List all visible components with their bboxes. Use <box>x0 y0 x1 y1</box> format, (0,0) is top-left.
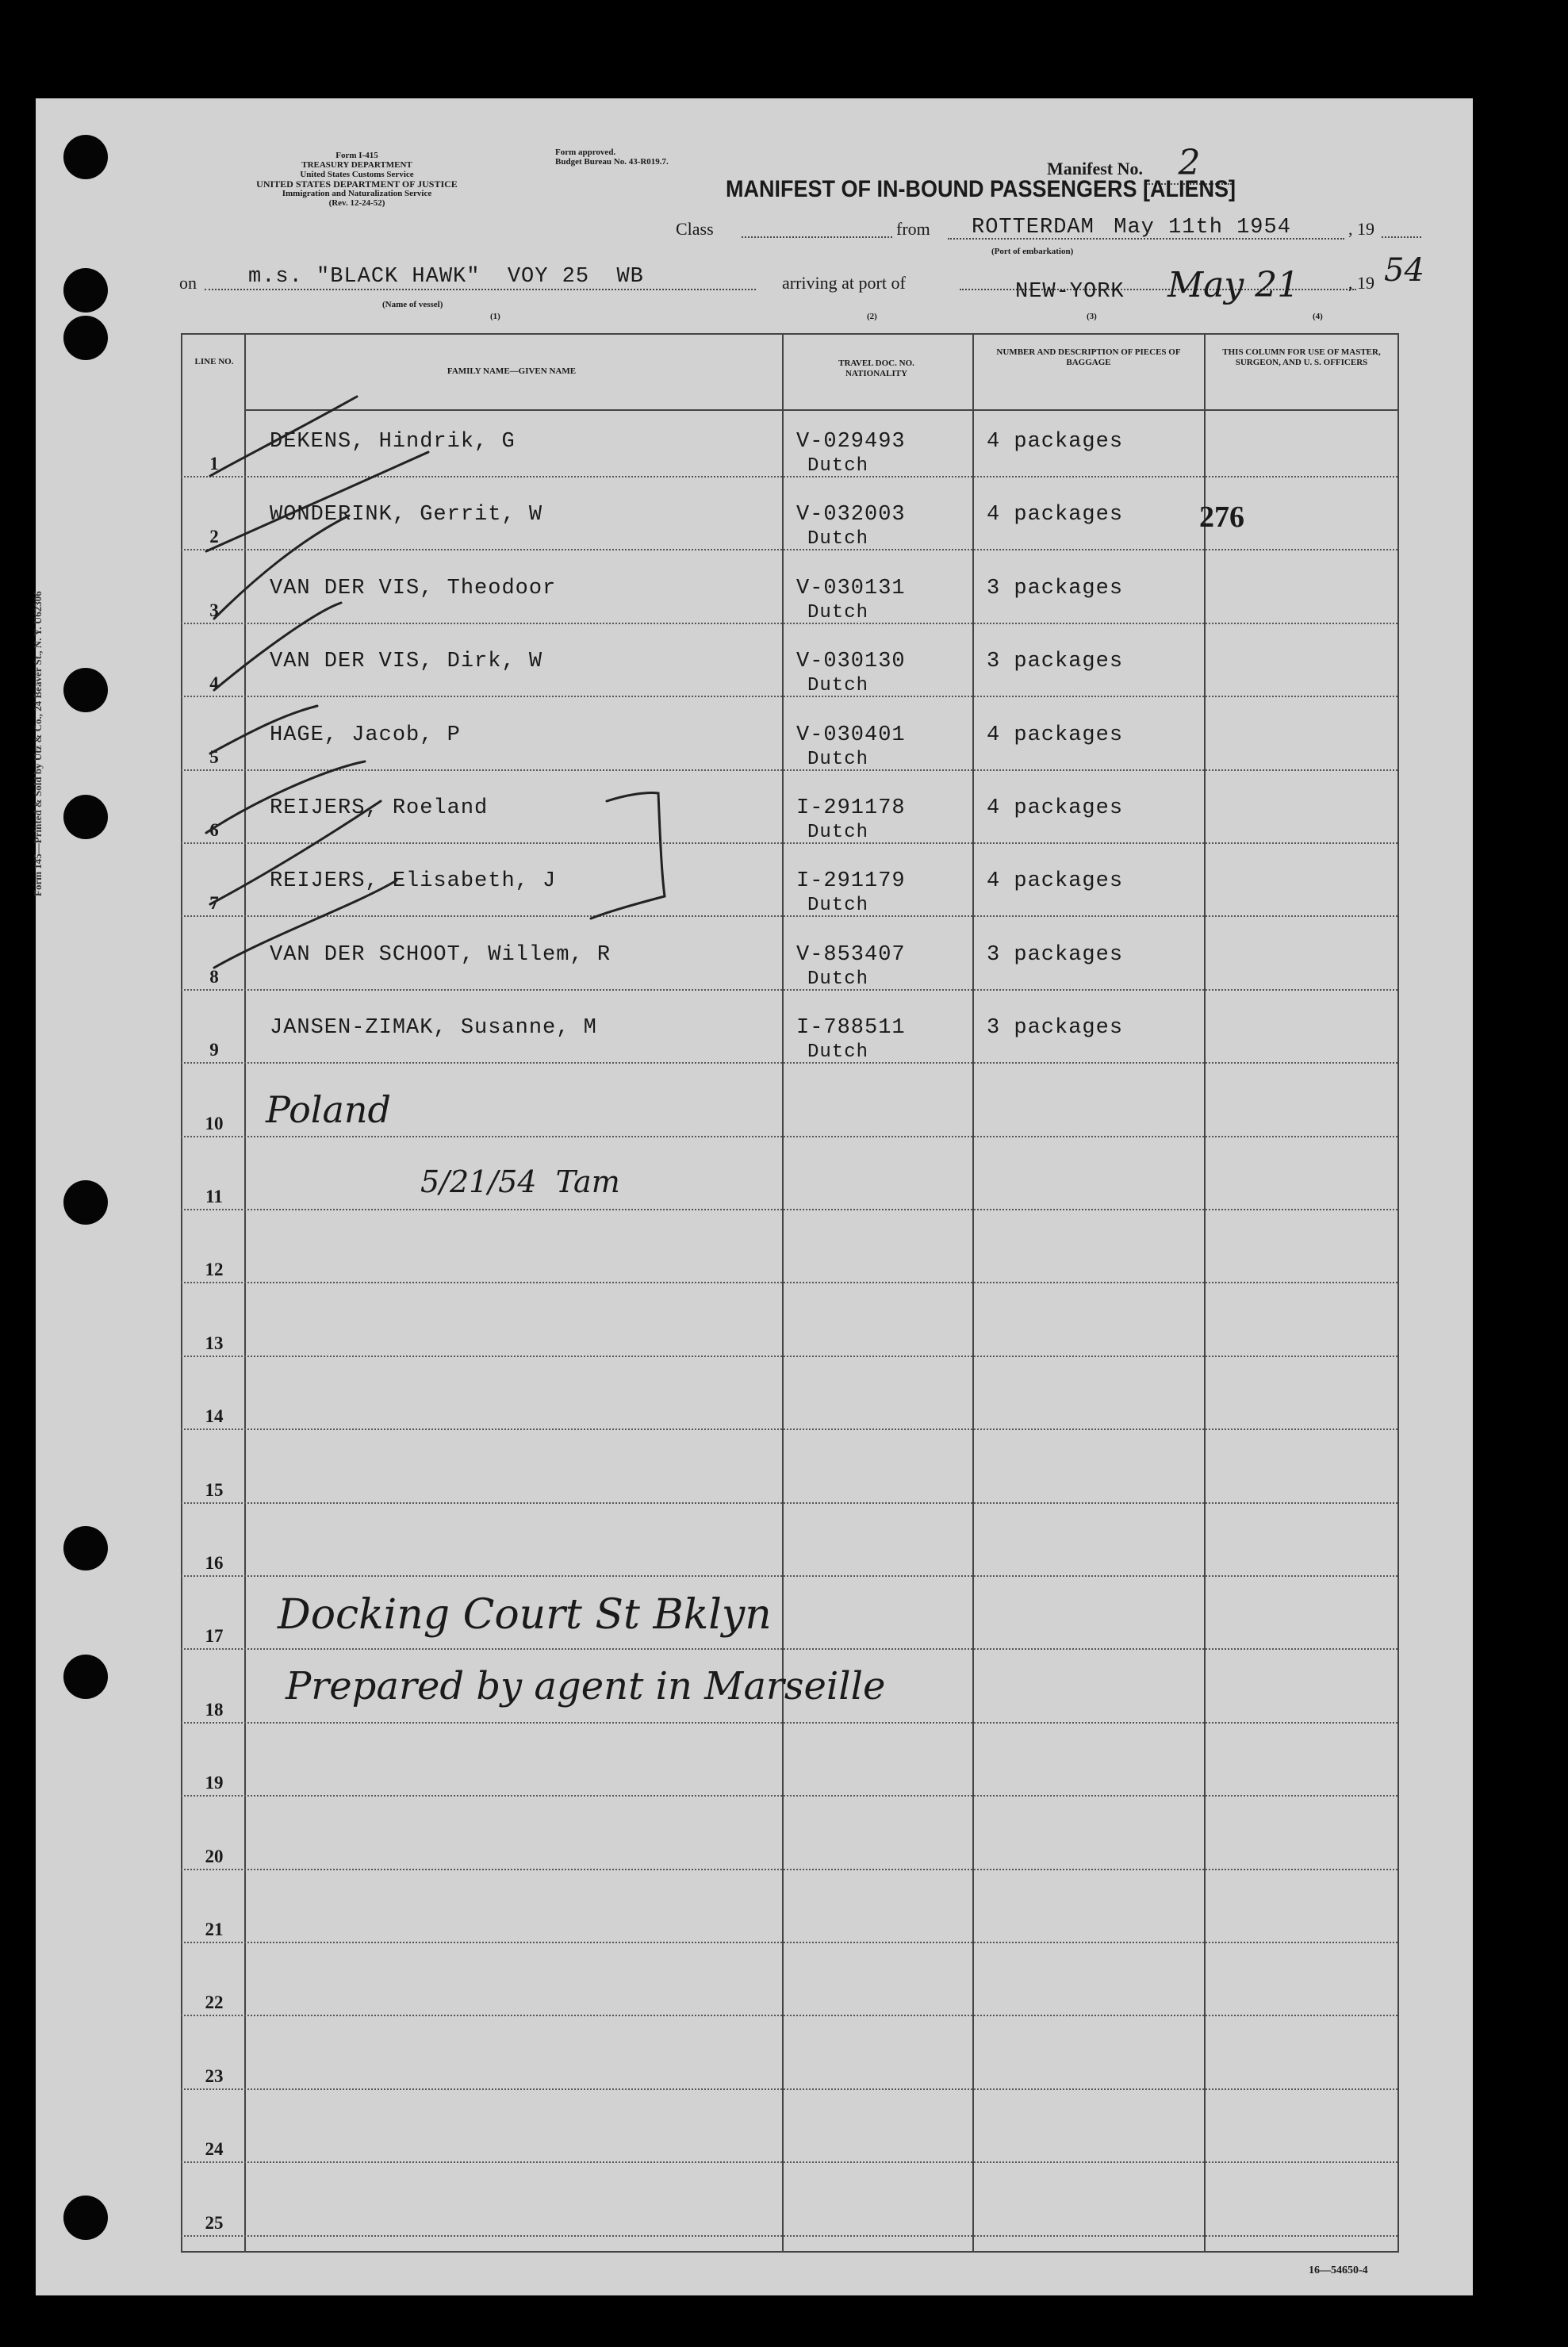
embark-year-field <box>1382 236 1421 238</box>
col-number-4: (4) <box>1313 312 1323 321</box>
travel-doc-number: I-291179 <box>796 869 906 894</box>
form-number: Form I-415 TREASURY DEPARTMENT United States Customs Service UNITED STATES DEPARTMENT OF JUSTICE Immigration and Naturalization Service (Rev. 12-24-52) <box>256 151 458 208</box>
arrival-year: 54 <box>1384 252 1424 289</box>
arriving-label: arriving at port of <box>782 273 906 293</box>
baggage-description: 4 packages <box>987 869 1124 894</box>
manifest-number: Manifest No. 2 <box>1047 143 1232 183</box>
line-number: 5 <box>209 746 219 767</box>
col-header-line-no: LINE NO. <box>194 357 234 366</box>
col-header-officers: THIS COLUMN FOR USE OF MASTER, SURGEON, AND U. S. OFFICERS <box>1222 347 1381 367</box>
travel-doc-number: V-030130 <box>796 650 906 674</box>
line-number: 25 <box>205 2212 224 2233</box>
from-label: from <box>896 219 930 239</box>
line-number: 11 <box>205 1187 223 1206</box>
table-row <box>181 1942 1397 1943</box>
line-number: 23 <box>205 2065 224 2086</box>
line-number: 2 <box>209 527 219 547</box>
table-row <box>181 2015 1397 2016</box>
binder-hole <box>63 316 108 360</box>
nationality: Dutch <box>807 895 869 917</box>
handwritten-country: Poland <box>266 1088 391 1131</box>
nationality: Dutch <box>807 601 869 623</box>
handwritten-date-initials: 5/21/54 Tam <box>420 1164 620 1199</box>
table-top-border <box>181 333 1399 335</box>
passenger-name: JANSEN-ZIMAK, Susanne, M <box>270 1016 597 1041</box>
table-row <box>181 1648 1397 1650</box>
col-header-baggage: NUMBER AND DESCRIPTION OF PIECES OF BAGGAGE <box>996 347 1181 367</box>
table-row <box>181 1282 1397 1283</box>
baggage-description: 3 packages <box>987 942 1124 967</box>
line-number: 8 <box>209 966 219 987</box>
col-number-2: (2) <box>867 312 877 321</box>
col-number-1: (1) <box>490 312 500 321</box>
travel-doc-number: V-030131 <box>796 576 906 600</box>
arrival-field: NEW-YORK May 21 <box>960 265 1356 290</box>
on-label: on <box>179 273 197 293</box>
passenger-name: VAN DER VIS, Theodoor <box>270 576 557 600</box>
baggage-description: 3 packages <box>987 650 1124 674</box>
table-row <box>181 1209 1397 1210</box>
footer-code: 16—54650-4 <box>1309 2265 1368 2276</box>
binder-hole <box>63 668 108 712</box>
table-row <box>181 2088 1397 2090</box>
table-row <box>181 1062 1397 1064</box>
embarkation-field: ROTTERDAM May 11th 1954 <box>948 216 1344 240</box>
officer-note: 276 <box>1199 500 1244 534</box>
nationality: Dutch <box>807 675 869 697</box>
baggage-description: 4 packages <box>987 503 1124 527</box>
line-number: 6 <box>209 820 219 840</box>
table-right-border <box>1397 333 1399 2253</box>
nationality: Dutch <box>807 822 869 843</box>
line-number: 18 <box>205 1699 224 1720</box>
line-number: 20 <box>205 1846 224 1866</box>
binder-hole <box>63 795 108 839</box>
col-number-3: (3) <box>1087 312 1097 321</box>
passenger-name: REIJERS, Elisabeth, J <box>270 869 557 894</box>
line-number: 7 <box>209 893 219 914</box>
baggage-description: 4 packages <box>987 723 1124 747</box>
arrival-year-label: , 19 <box>1348 273 1374 293</box>
table-row <box>181 2235 1397 2237</box>
class-label: Class <box>676 219 714 239</box>
travel-doc-number: V-853407 <box>796 942 906 967</box>
line-number: 24 <box>205 2139 224 2160</box>
binder-hole <box>63 2196 108 2240</box>
baggage-description: 3 packages <box>987 576 1124 600</box>
travel-doc-number: V-029493 <box>796 430 906 454</box>
table-row <box>181 1575 1397 1577</box>
travel-doc-number: V-030401 <box>796 723 906 747</box>
line-number: 9 <box>209 1040 219 1060</box>
line-number: 1 <box>209 454 219 474</box>
line-number: 16 <box>205 1553 224 1573</box>
binder-hole <box>63 1526 108 1570</box>
class-field <box>742 236 892 238</box>
travel-doc-number: I-788511 <box>796 1016 906 1041</box>
col-header-name: FAMILY NAME—GIVEN NAME <box>447 366 577 376</box>
line-number: 12 <box>205 1260 224 1280</box>
passenger-name: VAN DER VIS, Dirk, W <box>270 650 543 674</box>
line-number: 13 <box>205 1333 224 1353</box>
table-row <box>181 1429 1397 1430</box>
table-row <box>181 1869 1397 1870</box>
column-divider <box>1204 333 1206 2253</box>
table-row <box>181 1136 1397 1137</box>
column-divider <box>972 333 974 2253</box>
line-number: 3 <box>209 600 219 620</box>
passenger-name: VAN DER SCHOOT, Willem, R <box>270 942 611 967</box>
approval-block: Form approved. Budget Bureau No. 43-R019.7. <box>555 148 669 167</box>
baggage-description: 4 packages <box>987 796 1124 820</box>
line-number: 22 <box>205 1992 224 2013</box>
nationality: Dutch <box>807 968 869 990</box>
line-number: 15 <box>205 1479 224 1500</box>
binder-hole <box>63 268 108 313</box>
handwritten-agent-note: Prepared by agent in Marseille <box>286 1664 886 1708</box>
baggage-description: 3 packages <box>987 1016 1124 1041</box>
line-number: 4 <box>209 673 219 694</box>
embark-caption: (Port of embarkation) <box>991 247 1074 256</box>
nationality: Dutch <box>807 455 869 477</box>
check-marks <box>174 389 730 991</box>
column-divider <box>782 333 784 2253</box>
nationality: Dutch <box>807 748 869 770</box>
table-bottom-border <box>181 2251 1399 2253</box>
baggage-description: 4 packages <box>987 430 1124 454</box>
vessel-field: m.s. "BLACK HAWK" VOY 25 WB <box>205 265 756 290</box>
passenger-name: DEKENS, Hindrik, G <box>270 430 516 454</box>
binder-hole <box>63 1655 108 1699</box>
page-title: MANIFEST OF IN-BOUND PASSENGERS [ALIENS] <box>726 176 1236 202</box>
embark-year: , 19 <box>1348 219 1374 239</box>
travel-doc-number: V-032003 <box>796 503 906 527</box>
travel-doc-number: I-291178 <box>796 796 906 820</box>
table-row <box>181 1356 1397 1357</box>
vessel-caption: (Name of vessel) <box>382 300 443 309</box>
binder-hole <box>63 1180 108 1225</box>
line-number: 21 <box>205 1919 224 1939</box>
table-row <box>181 1795 1397 1797</box>
passenger-name: WONDERINK, Gerrit, W <box>270 503 543 527</box>
line-number: 14 <box>205 1406 224 1427</box>
binder-hole <box>63 135 108 179</box>
passenger-name: REIJERS, Roeland <box>270 796 489 820</box>
printer-imprint: Form 145—Printed & Sold by Utz & Co., 24 Beaver St., N. Y. U62306 <box>32 591 44 896</box>
handwritten-docking-note: Docking Court St Bklyn <box>278 1591 772 1639</box>
table-row <box>181 1722 1397 1724</box>
col-header-travel-doc: TRAVEL DOC. NO. NATIONALITY <box>838 359 914 378</box>
nationality: Dutch <box>807 1041 869 1064</box>
line-number: 19 <box>205 1773 224 1793</box>
nationality: Dutch <box>807 528 869 550</box>
passenger-name: HAGE, Jacob, P <box>270 723 461 747</box>
table-row <box>181 1502 1397 1504</box>
line-number: 10 <box>205 1113 224 1133</box>
table-row <box>181 2161 1397 2163</box>
line-number: 17 <box>205 1626 224 1647</box>
